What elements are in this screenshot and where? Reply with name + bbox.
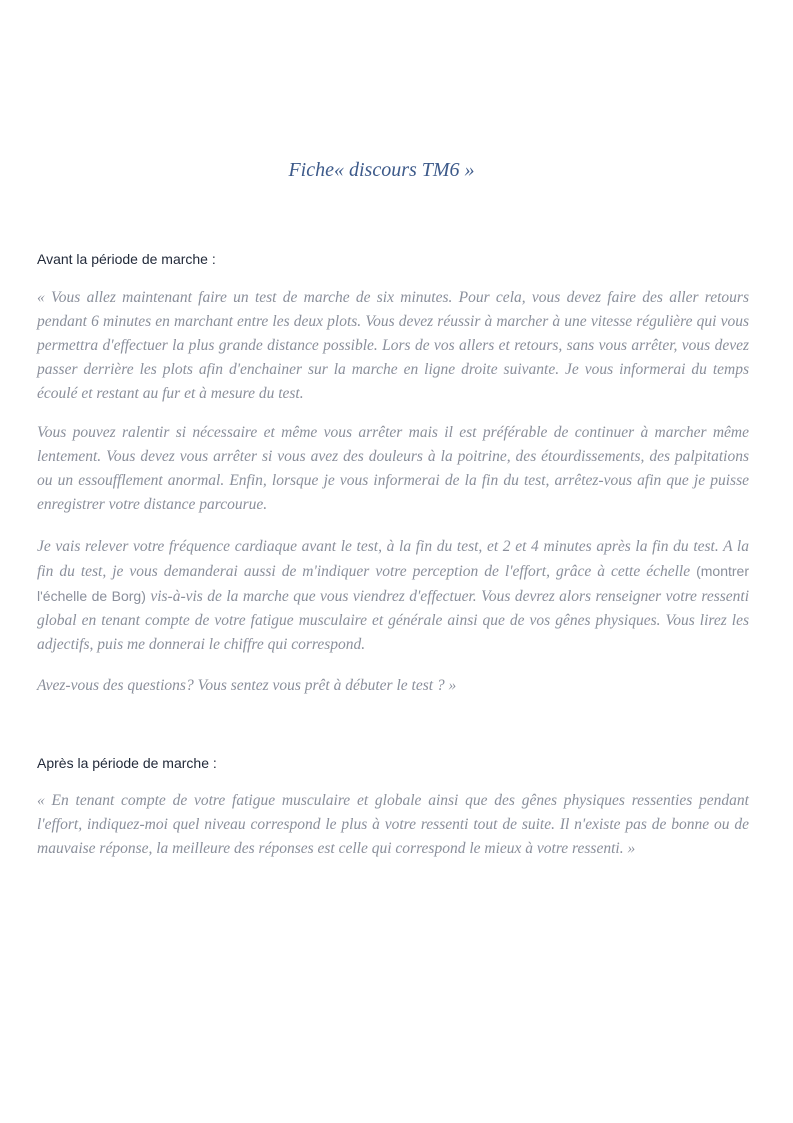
borg-scale-note: (montrer l'échelle de Borg) [37, 563, 749, 604]
section-heading-after: Après la période de marche : [37, 755, 217, 771]
section-heading-before: Avant la période de marche : [37, 251, 216, 267]
paragraph-after-walk: « En tenant compte de votre fatigue musculaire et globale ainsi que des gênes physiques ressenties pendant l'effort, indiquez-moi quel niveau correspond le plus à votre ressenti tout de suite. Il n'existe pas de bonne ou de mauvaise réponse, la meilleure des réponses est celle qui correspond le mieux à votre ressenti. » [37, 792, 749, 857]
paragraph-safety: Vous pouvez ralentir si nécessaire et même vous arrêter mais il est préférable de continuer à marcher même lentement. Vous devez vous arrêter si vous avez des douleurs à la poitrine, des étourdissements, des palpitations ou un essoufflement anormal. Enfin, lorsque je vous informerai de la fin du test, arrêtez-vous afin que je puisse enregistrer votre distance parcourue. [37, 424, 749, 513]
paragraph-instructions: « Vous allez maintenant faire un test de marche de six minutes. Pour cela, vous devez faire des aller retours pendant 6 minutes en marchant entre les deux plots. Vous devez réussir à marcher à une vitesse régulière qui vous permettra d'effectuer la plus grande distance possible. Lors de vos allers et retours, sans vous arrêter, vous devez passer derrière les plots afin d'enchainer sur la marche en ligne droite suivante. Je vous informerai du temps écoulé et restant au fur et à mesure du test. [37, 289, 749, 402]
page-title: Fiche« discours TM6 » [288, 159, 475, 181]
paragraph-questions: Avez-vous des questions? Vous sentez vous prêt à débuter le test ? » [37, 677, 457, 694]
paragraph-borg-scale: Je vais relever votre fréquence cardiaque avant le test, à la fin du test, et 2 et 4 minutes après la fin du test. A la fin du test, je vous demanderai aussi de m'indiquer votre perception de l'effort, grâce à cette échelle (montrer l'échelle de Borg) vis-à-vis de la marche que vous viendrez d'effectuer. Vous devrez alors renseigner votre ressenti global en tenant compte de votre fatigue musculaire et générale ainsi que de vos gênes physiques. Vous lirez les adjectifs, puis me donnerai le chiffre qui correspond. [37, 538, 750, 653]
